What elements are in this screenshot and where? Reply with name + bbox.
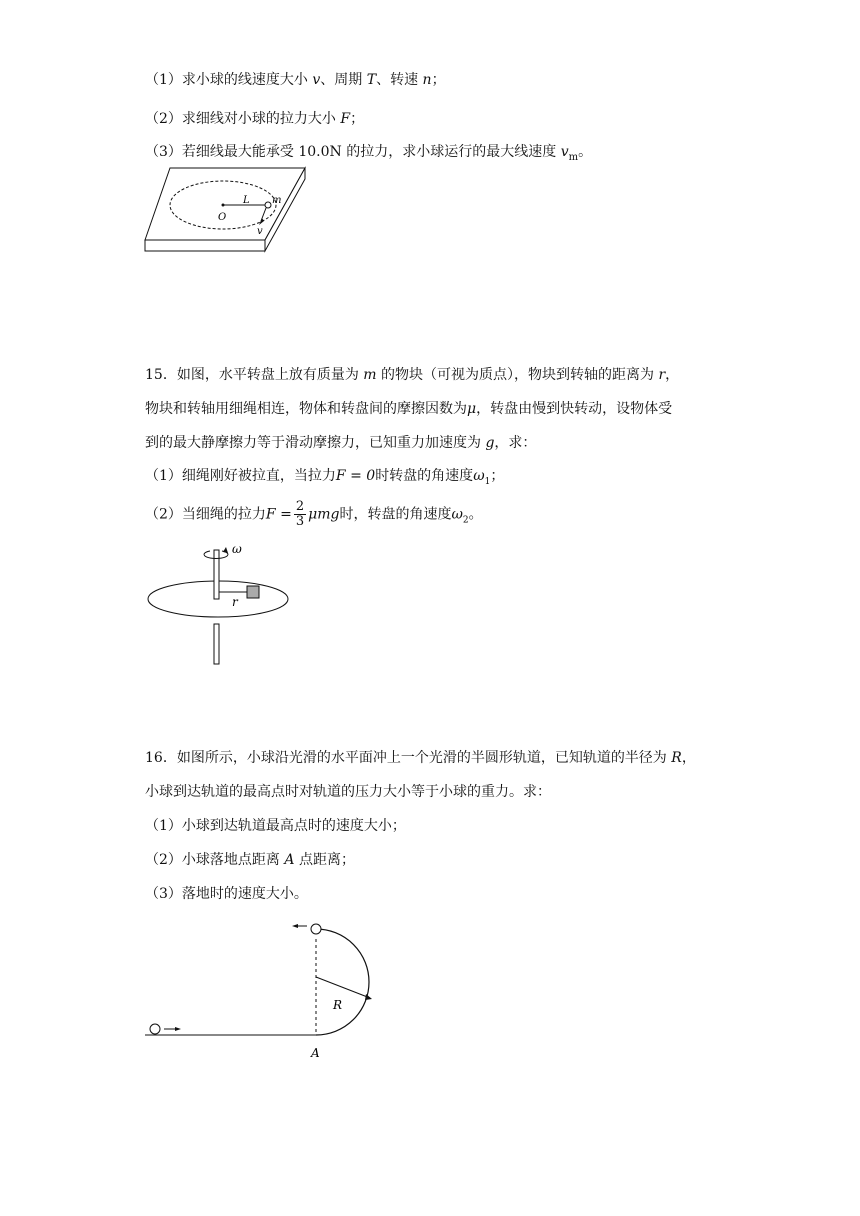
q16-item-2: （2）小球落地点距离 A 点距离；	[145, 852, 355, 868]
q14-label-O: O	[218, 212, 227, 223]
q14-item-3: （3）若细线最大能承受 10.0N 的拉力，求小球运行的最大线速度 $v_m$。	[145, 144, 593, 163]
q14-figure	[140, 165, 310, 260]
q15-stem-line-2: 物块和转轴用细绳相连，物体和转盘间的摩擦因数为μ，转盘由慢到快转动，设物体受	[145, 401, 673, 417]
q15-figure	[140, 540, 300, 670]
q15-label-r: r	[232, 595, 238, 609]
q16-label-A: A	[311, 1046, 320, 1060]
q14-label-v: v	[257, 226, 263, 237]
q16-label-R: R	[333, 998, 343, 1012]
q15-item-2: （2）当细绳的拉力F = $\frac{2}{3}$ μmg时，转盘的角速度$\omega_2$。	[145, 499, 483, 529]
fraction: $\frac{2}{3}$	[295, 499, 305, 529]
q16-stem-line-2: 小球到达轨道的最高点时对轨道的压力大小等于小球的重力。求：	[145, 784, 551, 800]
q14-label-L: L	[243, 195, 250, 206]
q15-label-omega: ω	[232, 542, 242, 556]
q15-stem-line-1: 15．如图，水平转盘上放有质量为 m 的物块（可视为质点），物块到转轴的距离为 r，	[145, 367, 680, 383]
q14-item-2: （2）求细线对小球的拉力大小 F；	[145, 111, 365, 127]
q14-item-1: （1）求小球的线速度大小 v、周期 T、转速 n；	[145, 72, 446, 88]
q16-item-3: （3）落地时的速度大小。	[145, 886, 308, 902]
q15-stem-line-3: 到的最大静摩擦力等于滑动摩擦力，已知重力加速度为 g，求：	[145, 435, 537, 451]
q15-item-1: （1）细绳刚好被拉直，当拉力F = 0时转盘的角速度$\omega_1$；	[145, 468, 505, 487]
q14-label-m: m	[272, 195, 282, 206]
q16-stem-line-1: 16．如图所示，小球沿光滑的水平面冲上一个光滑的半圆形轨道，已知轨道的半径为 R，	[145, 750, 696, 766]
q16-figure	[140, 915, 400, 1065]
q16-item-1: （1）小球到达轨道最高点时的速度大小；	[145, 818, 406, 834]
